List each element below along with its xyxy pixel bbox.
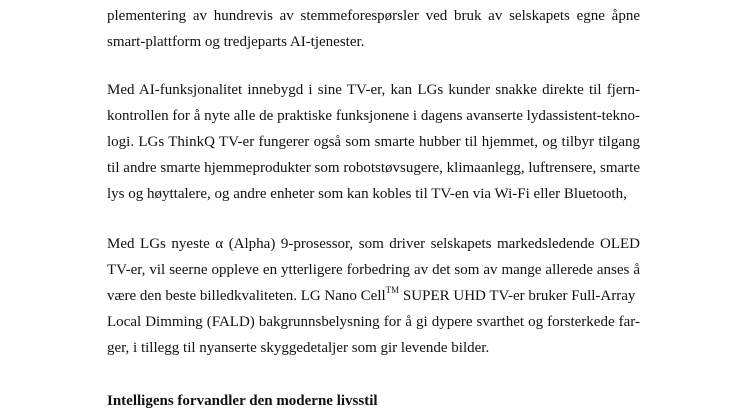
paragraph-2-line-4: til andre smarte hjemmeprodukter som robotstøvsugere, klimaanlegg, luftrensere, smarte <box>107 160 640 176</box>
paragraph-1-line-1: plementering av hundrevis av stemmeforespørsler ved bruk av selskapets egne åpne <box>107 8 640 24</box>
trademark-superscript: TM <box>385 285 400 295</box>
paragraph-2-line-3: logi. LGs ThinkQ TV-er fungerer også som smarte hubber til hjemmet, og tilbyr tilgang <box>107 134 640 150</box>
paragraph-3-line-5: ger, i tillegg til nyanserte skyggedetaljer som gir levende bilder. <box>107 340 490 356</box>
section-heading: Intelligens forvandler den moderne livsstil <box>107 393 378 409</box>
paragraph-3-line-3-rest: SUPER UHD TV-er bruker Full-Array <box>399 288 636 304</box>
paragraph-2-line-1: Med AI-funksjonalitet innebygd i sine TV-er, kan LGs kunder snakke direkte til fjern- <box>107 82 640 98</box>
paragraph-3-line-3-text: være den beste billedkvaliteten. LG Nano Cell <box>107 288 386 304</box>
paragraph-2-line-2: kontrollen for å nyte alle de praktiske funksjonene i dagens avanserte lydassistent-tekno- <box>107 108 640 124</box>
paragraph-3-line-4: Local Dimming (FALD) bakgrunnsbelysning for å gi dypere svarthet og forsterkede far- <box>107 314 640 330</box>
paragraph-2-line-5: lys og høyttalere, og andre enheter som kan kobles til TV-en via Wi-Fi eller Bluetooth, <box>107 186 627 202</box>
paragraph-3-line-1: Med LGs nyeste α (Alpha) 9-prosessor, som driver selskapets markedsledende OLED <box>107 236 640 252</box>
paragraph-1-line-2: smart-plattform og tredjeparts AI-tjenester. <box>107 34 365 50</box>
paragraph-3-line-2: TV-er, vil seerne oppleve en ytterligere forbedring av det som av mange allerede anses å <box>107 262 640 278</box>
paragraph-3-line-3 <box>107 286 640 306</box>
